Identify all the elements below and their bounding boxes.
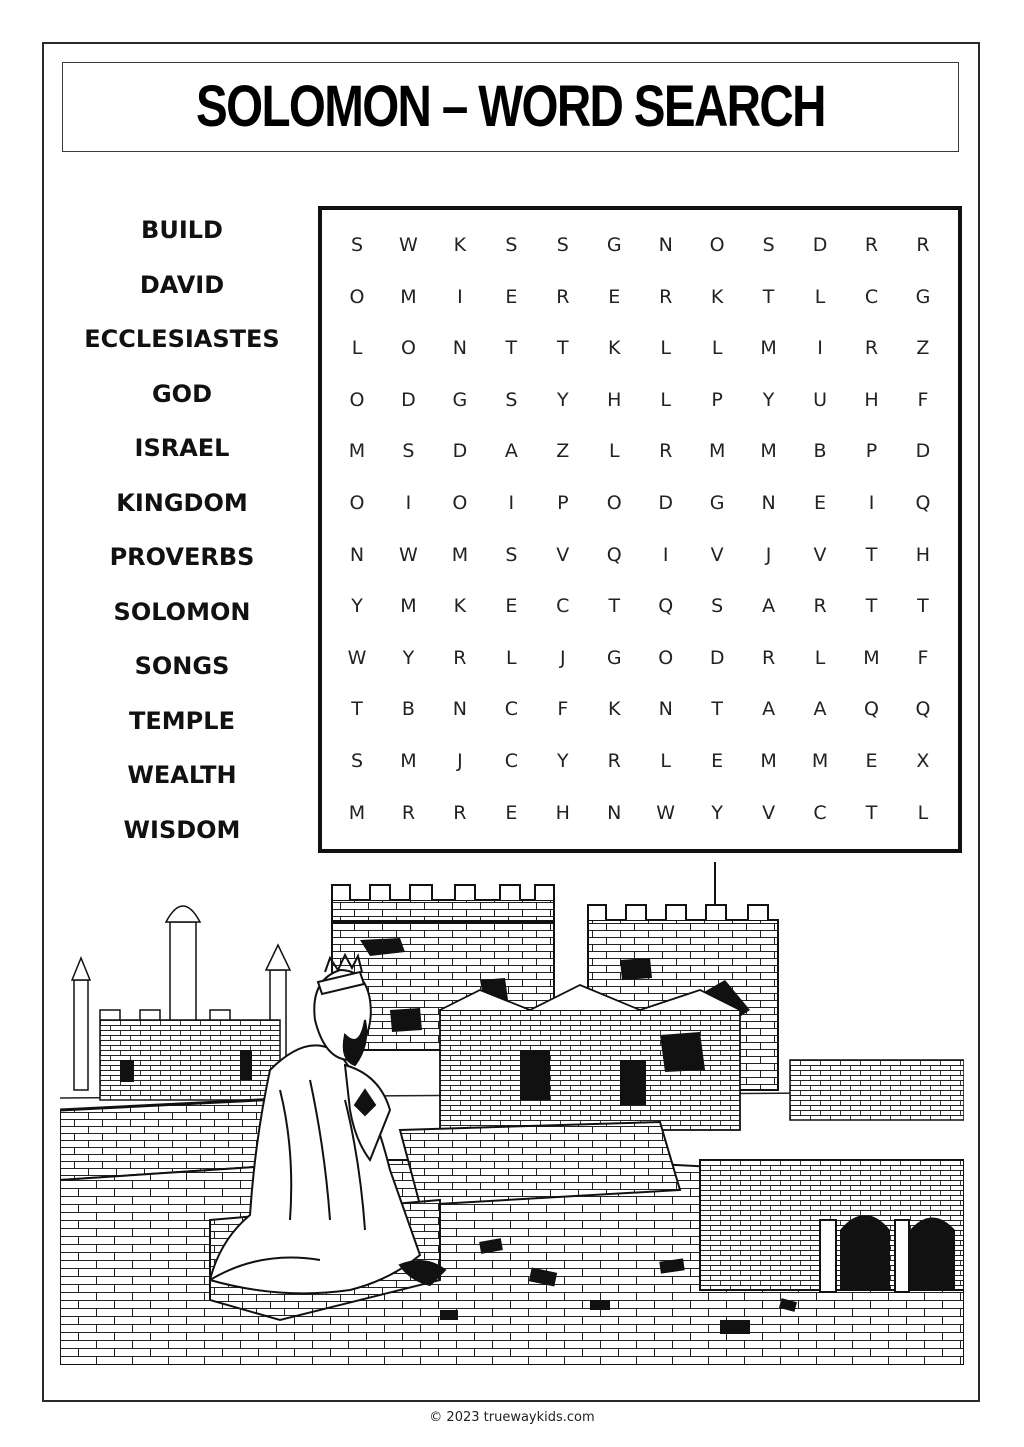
grid-letter: L [660,750,671,772]
grid-letter: M [760,440,777,463]
grid-letter: M [708,440,726,463]
grid-letter: E [711,750,724,772]
grid-letter: V [556,543,570,566]
grid-letter: Y [351,595,363,618]
grid-letter: E [505,595,518,618]
grid-letter: T [556,337,569,360]
grid-letter: P [865,440,878,463]
grid-letter: T [505,337,518,360]
grid-letter: S [711,595,724,618]
grid-letter: T [711,698,723,721]
grid-letter: S [762,234,775,256]
grid-letter: F [917,646,929,669]
grid-letter: R [761,646,776,669]
grid-letter: R [659,440,673,463]
grid-letter: E [814,492,827,514]
grid-letter: Q [915,492,931,514]
grid-letter: G [452,388,468,411]
grid-letter: N [658,234,673,256]
grid-letter: E [865,750,878,772]
grid-letter: Z [916,337,930,360]
grid-letter: T [762,285,775,308]
grid-letter: M [760,750,777,772]
grid-letter: I [868,492,875,514]
grid-letter: M [348,440,366,463]
grid-letter: A [504,440,518,463]
grid-letter: Q [658,595,674,618]
grid-letter: N [658,698,673,721]
word-list-item: WISDOM [123,815,241,844]
grid-letter: S [505,543,518,566]
grid-letter: K [608,337,621,360]
grid-letter: O [658,646,674,669]
word-list-item: ISRAEL [134,434,230,462]
page-title: SOLOMON – WORD SEARCH [196,74,825,139]
grid-letter: N [761,492,776,514]
grid-letter: W [656,801,676,824]
word-list-item: KINGDOM [116,488,248,517]
grid-letter: B [401,698,415,721]
grid-letter: M [811,750,829,772]
grid-letter: L [506,646,517,669]
grid-letter: O [452,492,468,514]
grid-letter: C [813,801,827,824]
grid-letter: V [762,801,776,824]
grid-letter: M [451,543,469,566]
grid-letter: Y [556,388,569,411]
grid-letter: A [813,698,827,721]
grid-letter: L [608,440,620,463]
grid-letter: D [812,234,828,256]
grid-letter: S [402,440,415,463]
grid-letter: E [505,285,518,308]
grid-letter: D [452,440,468,463]
grid-letter: G [606,234,622,256]
grid-letter: I [662,543,669,566]
grid-letter: H [555,801,570,824]
grid-letter: D [658,492,673,514]
grid-letter: H [607,388,622,411]
grid-letter: R [453,801,467,824]
grid-letter: I [405,492,412,514]
grid-letter: O [606,492,622,514]
grid-letter: F [557,698,569,721]
arched-ruins [700,1160,964,1292]
grid-letter: J [765,543,772,566]
grid-letter: S [556,234,569,256]
word-list-item: SOLOMON [113,597,251,626]
grid-letter: K [453,595,467,618]
grid-letter: Y [556,750,569,772]
copyright-footer: © 2023 truewaykids.com [429,1410,595,1425]
grid-letter: C [504,698,518,721]
word-list-item: TEMPLE [129,706,235,735]
grid-letter: S [505,388,518,411]
grid-letter: X [916,750,930,772]
grid-letter: T [608,595,621,618]
grid-letter: O [349,492,365,514]
grid-letter: V [813,543,827,566]
grid-letter: Q [864,698,879,721]
grid-letter: W [399,234,418,256]
grid-letter: R [864,234,879,256]
grid-letter: G [709,492,725,514]
grid-letter: M [400,750,417,772]
grid-letter: O [709,234,725,256]
grid-letter: A [762,595,776,618]
word-list-item: GOD [151,379,213,408]
grid-letter: Y [711,801,723,824]
grid-letter: Y [402,646,415,669]
grid-letter: V [710,543,724,566]
grid-letter: R [607,750,621,772]
grid-letter: R [401,801,416,824]
grid-letter: T [865,595,878,618]
grid-letter: P [557,492,569,514]
grid-letter: G [606,646,622,669]
grid-letter: T [351,698,363,721]
grid-letter: A [762,698,776,721]
grid-letter: M [760,337,777,360]
word-list-item: PROVERBS [109,543,255,571]
grid-letter: B [813,440,827,463]
grid-letter: F [917,388,929,411]
grid-letter: T [865,801,878,824]
grid-letter: L [351,337,363,360]
grid-letter: O [349,388,365,411]
grid-letter: W [399,543,418,566]
grid-letter: N [349,543,365,566]
grid-letter: D [401,388,416,411]
grid-letter: J [457,750,463,772]
grid-letter: D [915,440,931,463]
grid-letter: O [400,337,416,360]
grid-letter: M [863,646,880,669]
grid-letter: S [505,234,518,256]
grid-letter: M [400,285,417,308]
grid-letter: T [917,595,929,618]
grid-letter: G [915,285,931,308]
grid-letter: Q [606,543,622,566]
temple-ruins-illustration [60,860,964,1365]
grid-letter: R [659,285,673,308]
grid-letter: N [452,337,467,360]
grid-letter: R [813,595,827,618]
grid-letter: L [814,285,826,308]
grid-letter: P [711,388,723,411]
word-list-item: SONGS [134,652,230,680]
grid-letter: N [607,801,622,824]
grid-letter: R [864,337,879,360]
grid-letter: S [350,750,364,772]
grid-letter: R [556,285,570,308]
grid-letter: I [457,285,463,308]
grid-letter: M [400,595,417,618]
grid-letter: J [559,646,566,669]
grid-letter: H [915,543,931,566]
grid-letter: D [709,646,725,669]
grid-letter: N [452,698,467,721]
grid-letter: U [813,388,827,411]
grid-letter: L [660,337,671,360]
grid-letter: C [556,595,570,618]
grid-letter: M [348,801,366,824]
grid-letter: I [817,337,823,360]
grid-letter: H [864,388,879,411]
title-box [62,62,959,152]
grid-letter: W [347,646,367,669]
grid-letter: L [711,337,723,360]
grid-letter: I [508,492,515,514]
grid-letter: L [660,388,671,411]
word-list-item: WEALTH [127,761,237,789]
grid-letter: R [916,234,930,256]
grid-letter: K [608,698,621,721]
grid-letter: Z [556,440,570,463]
grid-letter: E [505,801,518,824]
word-list-item: ECCLESIASTES [84,325,280,353]
grid-letter: L [814,646,826,669]
grid-letter: K [710,285,724,308]
grid-letter: C [864,285,879,308]
word-list-item: DAVID [139,270,225,299]
grid-letter: K [453,234,467,256]
grid-letter: L [917,801,929,824]
grid-letter: E [608,285,621,308]
word-list-item: BUILD [141,216,223,244]
grid-letter: Q [915,698,931,721]
grid-letter: T [865,543,878,566]
grid-letter: S [350,234,364,256]
grid-letter: C [504,750,518,772]
grid-letter: O [349,285,365,308]
grid-letter: R [453,646,467,669]
grid-letter: Y [762,388,775,411]
